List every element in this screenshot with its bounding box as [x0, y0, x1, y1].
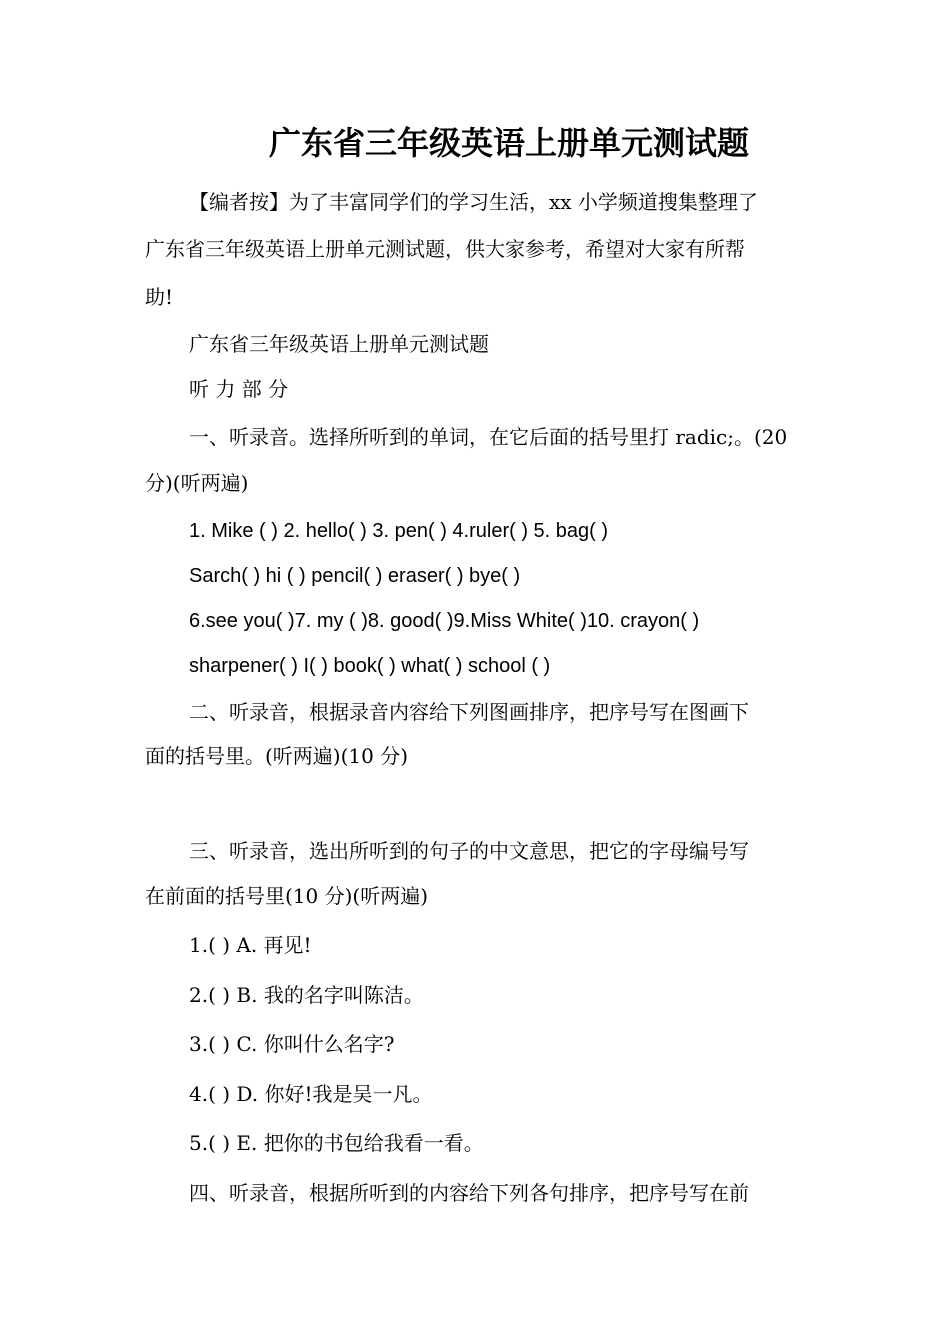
question-1-line-2: 分)(听两遍): [145, 471, 249, 495]
question-1-row-3: 6.see you( )7. my ( )8. good( )9.Miss White( )10. crayon( ): [189, 610, 700, 632]
question-1-row-1: 1. Mike ( ) 2. hello( ) 3. pen( ) 4.ruler( ) 5. bag( ): [189, 520, 609, 542]
subtitle: 广东省三年级英语上册单元测试题: [189, 332, 489, 356]
intro-line-1: 【编者按】为了丰富同学们的学习生活，xx 小学频道搜集整理了: [189, 190, 758, 214]
question-3-option-1: 1.( ) A. 再见!: [189, 933, 312, 957]
question-1-line-1: 一、听录音。选择所听到的单词，在它后面的括号里打 radic;。(20: [189, 425, 788, 449]
question-3-option-3: 3.( ) C. 你叫什么名字?: [189, 1032, 395, 1056]
intro-line-2: 广东省三年级英语上册单元测试题，供大家参考，希望对大家有所帮: [145, 237, 745, 261]
question-2-line-2: 面的括号里。(听两遍)(10 分): [145, 744, 409, 768]
question-2-line-1: 二、听录音，根据录音内容给下列图画排序，把序号写在图画下: [189, 700, 749, 724]
listening-part-heading: 听 力 部 分: [189, 377, 289, 401]
question-3-option-2: 2.( ) B. 我的名字叫陈洁。: [189, 983, 424, 1007]
intro-line-3: 助!: [145, 285, 174, 309]
question-3-option-4: 4.( ) D. 你好!我是吴一凡。: [189, 1082, 433, 1106]
question-3-option-5: 5.( ) E. 把你的书包给我看一看。: [189, 1131, 484, 1155]
question-3-line-1: 三、听录音，选出所听到的句子的中文意思，把它的字母编号写: [189, 839, 749, 863]
question-3-line-2: 在前面的括号里(10 分)(听两遍): [145, 884, 429, 908]
question-1-row-4: sharpener( ) I( ) book( ) what( ) school ( ): [189, 655, 551, 677]
document-title: 广东省三年级英语上册单元测试题: [268, 124, 749, 162]
question-1-row-2: Sarch( ) hi ( ) pencil( ) eraser( ) bye( ): [189, 565, 521, 587]
question-4-line-1: 四、听录音，根据所听到的内容给下列各句排序，把序号写在前: [189, 1181, 749, 1205]
